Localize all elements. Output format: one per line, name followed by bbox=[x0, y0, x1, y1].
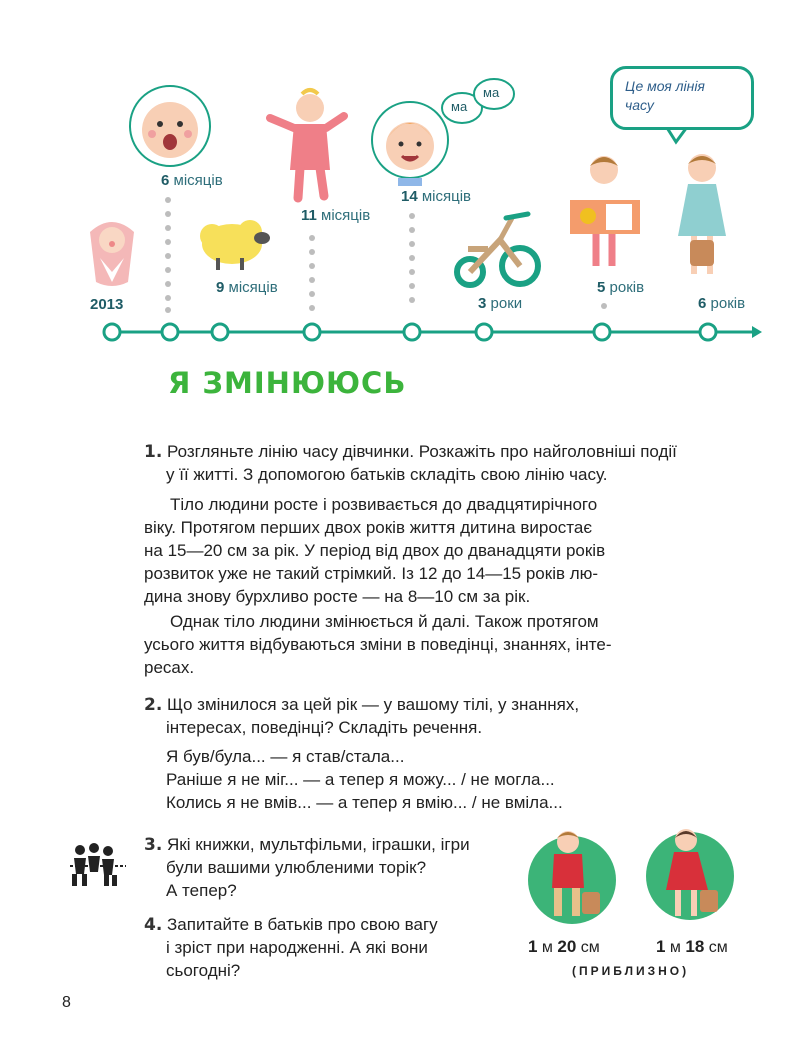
body-line-5: дина знову бурхливо росте — на 8—10 см за рік. bbox=[144, 587, 531, 606]
body-line-3: на 15—20 см за рік. У період від двох до дванадцяти років bbox=[144, 541, 606, 560]
timeline-label-5y-unit: років bbox=[609, 279, 645, 296]
timeline-label-14m bbox=[401, 188, 471, 205]
body-line-7: усього життя відбуваються зміни в поведінці, знаннях, інте- bbox=[144, 635, 612, 654]
tricycle-icon bbox=[457, 214, 538, 285]
task2-number: 2. bbox=[144, 695, 163, 715]
body-line-6: Однак тіло людини змінюється й далі. Також протягом bbox=[170, 612, 599, 631]
timeline-arrow-icon bbox=[752, 326, 762, 338]
timeline-node-14m bbox=[404, 324, 420, 340]
girl-height bbox=[656, 937, 728, 957]
task3-text-3: А тепер? bbox=[166, 881, 237, 900]
task1-text-2: у її житті. З допомогою батьків складіть свою лінію часу. bbox=[166, 465, 608, 484]
task4-text-1: Запитайте в батьків про свою вагу bbox=[167, 915, 438, 934]
kids-height-illustration bbox=[520, 820, 760, 930]
timeline-label-6y-unit: років bbox=[710, 295, 746, 312]
sheep-toy-icon bbox=[200, 220, 270, 270]
task2-text-1: Що змінилося за цей рік — у вашому тілі, у знаннях, bbox=[167, 695, 580, 714]
timeline-label-9m-num: 9 bbox=[216, 279, 225, 296]
timeline-label-3y-num: 3 bbox=[478, 295, 487, 312]
task1-text-1: Розгляньте лінію часу дівчинки. Розкажіть про найголовніші події bbox=[167, 442, 677, 461]
speech-small-text-1: ма bbox=[451, 99, 468, 114]
body-line-2: віку. Протягом перших двох років життя дитина виростає bbox=[144, 518, 593, 537]
timeline-label-14m-unit: місяців bbox=[421, 188, 472, 205]
swaddled-baby-icon bbox=[90, 222, 134, 286]
timeline-label-14m-num: 14 bbox=[401, 188, 418, 205]
timeline-label-5y bbox=[597, 279, 644, 296]
task3-line1 bbox=[144, 833, 470, 857]
baby-11-months-icon bbox=[270, 90, 344, 198]
task4-line1 bbox=[144, 913, 438, 937]
girl-height-m: 1 bbox=[656, 937, 666, 956]
timeline-node-9m bbox=[212, 324, 228, 340]
timeline-node-3y bbox=[476, 324, 492, 340]
task4-text-2: і зріст при народженні. А які вони bbox=[166, 938, 428, 957]
girl-with-backpack-icon bbox=[678, 154, 726, 274]
page-number: 8 bbox=[62, 994, 71, 1011]
timeline-label-5y-num: 5 bbox=[597, 279, 606, 296]
task4-number: 4. bbox=[144, 915, 163, 935]
task4-text-3: сьогодні? bbox=[166, 961, 241, 980]
timeline-node-11m bbox=[304, 324, 320, 340]
girl-height-m-unit: м bbox=[669, 939, 681, 956]
task2-example-2: Раніше я не міг... — а тепер я можу... / не могла... bbox=[166, 770, 555, 789]
body-line-1: Тіло людини росте і розвивається до двадцятирічного bbox=[170, 495, 598, 514]
timeline-node-6y bbox=[700, 324, 716, 340]
task2-text-2: інтересах, поведінці? Складіть речення. bbox=[166, 718, 483, 737]
baby-6-months-icon bbox=[130, 86, 210, 166]
girl-height-cm: 18 bbox=[685, 937, 705, 956]
bubble-line-2: часу bbox=[625, 97, 654, 113]
page-title: Я ЗМІНЮЮСЬ bbox=[168, 366, 407, 400]
timeline-node-2013 bbox=[104, 324, 120, 340]
timeline-label-9m-unit: місяців bbox=[228, 279, 278, 296]
task2-line1 bbox=[144, 693, 579, 717]
girl-with-book-icon bbox=[570, 156, 640, 266]
boy-height-cm: 20 bbox=[557, 937, 577, 956]
body-line-8: ресах. bbox=[144, 658, 195, 677]
timeline-label-3y bbox=[478, 295, 522, 312]
timeline-label-9m bbox=[216, 279, 278, 296]
task3-text-1: Які книжки, мультфільми, іграшки, ігри bbox=[167, 835, 470, 854]
timeline-label-6y-num: 6 bbox=[698, 295, 707, 312]
timeline-label-11m bbox=[301, 207, 370, 224]
boy-height-m: 1 bbox=[528, 937, 538, 956]
approx-label: (ПРИБЛИЗНО) bbox=[572, 964, 690, 978]
speech-small-text-2: ма bbox=[483, 85, 500, 100]
group-work-icon bbox=[68, 842, 128, 888]
task2-example-3: Колись я не вмів... — а тепер я вмію... / не вміла... bbox=[166, 793, 563, 812]
timeline-label-6y bbox=[698, 295, 745, 312]
timeline-label-6m-unit: місяців bbox=[173, 172, 223, 189]
task3-text-2: були вашими улюбленими торік? bbox=[166, 858, 427, 877]
timeline-node-6m bbox=[162, 324, 178, 340]
task3-number: 3. bbox=[144, 835, 163, 855]
timeline-label-year: 2013 bbox=[90, 296, 124, 313]
timeline-node-5y bbox=[594, 324, 610, 340]
girl-icon bbox=[646, 829, 734, 920]
baby-14-months-icon bbox=[372, 102, 448, 186]
body-line-4: розвиток уже не такий стрімкий. Із 12 до 14—15 років лю- bbox=[144, 564, 599, 583]
timeline-label-11m-num: 11 bbox=[301, 207, 317, 224]
timeline-label-11m-unit: місяців bbox=[321, 207, 371, 224]
task2-example-1: Я був/була... — я став/стала... bbox=[166, 747, 405, 766]
task1-line1 bbox=[144, 440, 677, 464]
boy-height-m-unit: м bbox=[541, 939, 553, 956]
bubble-tail-joint bbox=[667, 119, 687, 125]
timeline-label-3y-unit: роки bbox=[490, 295, 523, 312]
timeline-label-6m bbox=[161, 172, 223, 189]
bubble-line-1: Це моя лінія bbox=[625, 78, 705, 94]
timeline-label-6m-num: 6 bbox=[161, 172, 170, 189]
girl-height-cm-unit: см bbox=[708, 939, 728, 956]
boy-icon bbox=[528, 831, 616, 924]
task1-number: 1. bbox=[144, 442, 163, 462]
boy-height bbox=[528, 937, 600, 957]
boy-height-cm-unit: см bbox=[580, 939, 600, 956]
